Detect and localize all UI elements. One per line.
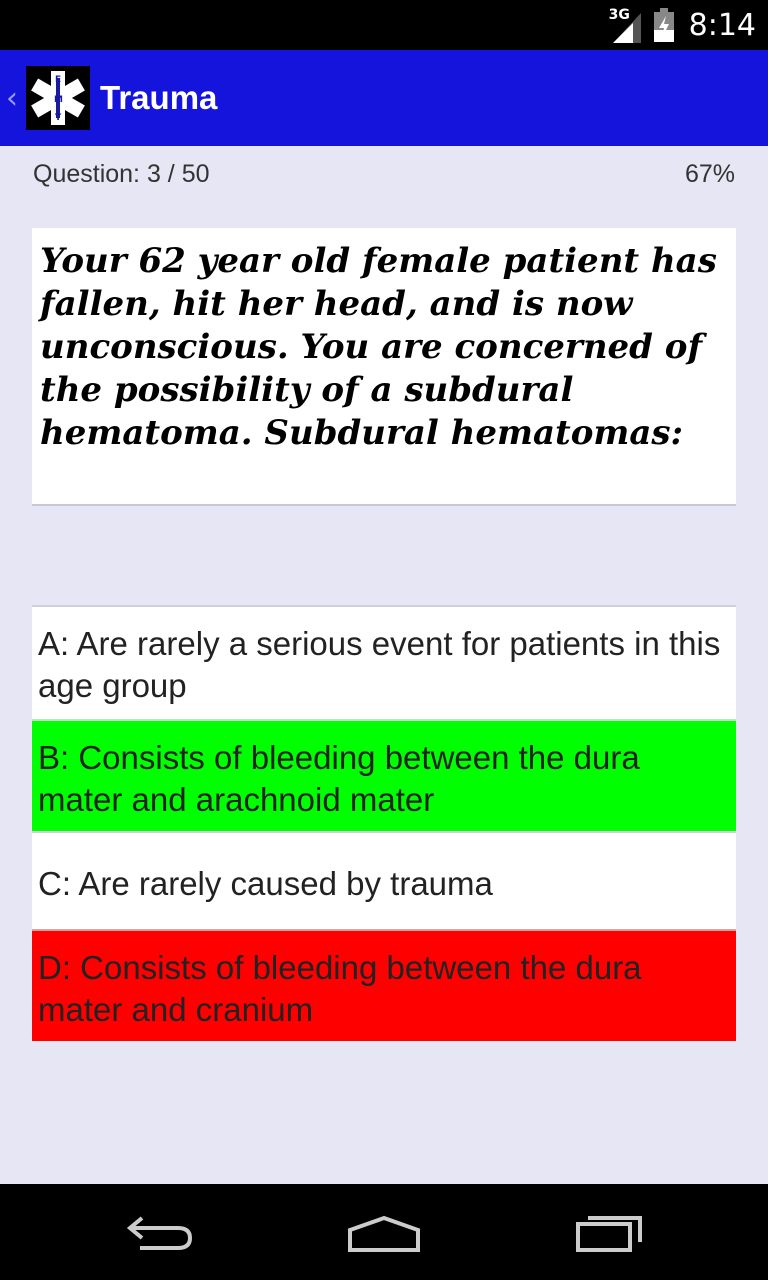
question-counter: Question: 3 / 50 xyxy=(33,160,210,188)
question-card xyxy=(32,228,736,506)
clock: 8:14 xyxy=(688,7,756,43)
answer-option-b[interactable] xyxy=(32,719,736,831)
score-percent: 67% xyxy=(684,160,735,188)
answer-option-d[interactable] xyxy=(32,929,736,1041)
answer-option-c[interactable] xyxy=(32,831,736,929)
system-nav-bar xyxy=(0,1184,768,1280)
answer-option-a[interactable] xyxy=(32,605,736,719)
home-icon xyxy=(346,1210,422,1254)
signal-indicator xyxy=(609,5,645,45)
question-text: Your 62 year old female patient has fallen, hit her head, and is now unconscious. You are concerned of the possibility of a subdural hematoma. Subdural hematomas: xyxy=(40,241,717,453)
status-icons xyxy=(609,0,756,50)
svg-text:T: T xyxy=(55,113,62,123)
svg-text:M: M xyxy=(54,95,63,105)
home-button[interactable] xyxy=(336,1204,432,1260)
answer-d-text: D: Consists of bleeding between the dura mater and cranium xyxy=(38,949,642,1028)
chevron-left-icon[interactable]: ‹ xyxy=(6,80,18,116)
svg-text:E: E xyxy=(55,75,62,85)
back-icon xyxy=(124,1210,196,1254)
star-of-life-icon[interactable] xyxy=(26,66,90,130)
answer-a-text: A: Are rarely a serious event for patients in this age group xyxy=(38,625,721,704)
network-type: 3G xyxy=(608,7,630,23)
action-bar xyxy=(0,50,768,146)
status-bar xyxy=(0,0,768,50)
answer-c-text: C: Are rarely caused by trauma xyxy=(38,865,493,902)
screen-title: Trauma xyxy=(100,79,218,116)
battery-icon xyxy=(653,8,675,42)
recents-button[interactable] xyxy=(562,1204,658,1260)
answer-b-text: B: Consists of bleeding between the dura mater and arachnoid mater xyxy=(38,739,640,818)
back-button[interactable] xyxy=(112,1204,208,1260)
signal-icon xyxy=(613,13,641,43)
recents-icon xyxy=(574,1210,646,1254)
